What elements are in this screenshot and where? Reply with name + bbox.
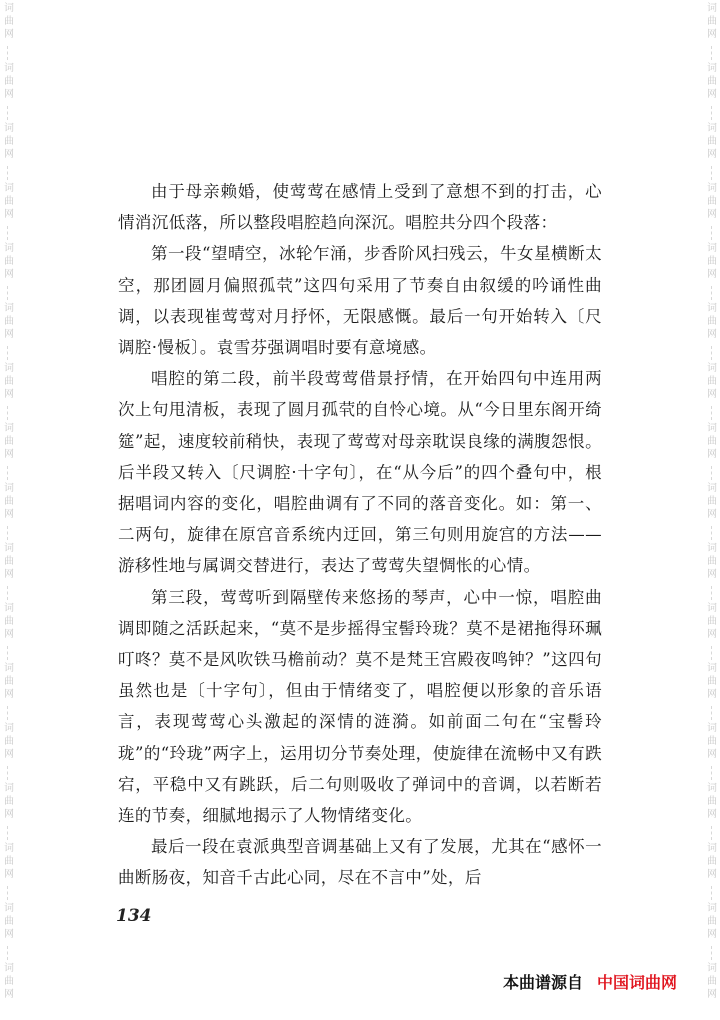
margin-divider xyxy=(711,106,713,120)
watermark-text: 词 曲 网 xyxy=(4,963,14,1000)
margin-divider xyxy=(711,346,713,360)
watermark-text: 词 曲 网 xyxy=(707,423,717,460)
left-margin-watermarks xyxy=(0,0,16,1020)
paragraph-5: 最后一段在袁派典型音调基础上又有了发展，尤其在“感怀一曲断肠夜，知音千古此心同，尽在不言中”处，后 xyxy=(118,837,602,888)
paragraph-1: 由于母亲赖婚，使莺莺在感情上受到了意想不到的打击，心情消沉低落，所以整段唱腔趋向深沉。唱腔共分四个段落： xyxy=(118,182,602,233)
watermark-text: 词 曲 网 xyxy=(4,543,14,580)
watermark-text: 词 曲 网 xyxy=(707,663,717,700)
watermark-text: 词 曲 网 xyxy=(707,3,717,40)
right-margin-watermarks xyxy=(704,0,720,1020)
margin-divider xyxy=(7,46,9,60)
margin-divider xyxy=(7,646,9,660)
margin-divider xyxy=(7,706,9,720)
watermark-text: 词 曲 网 xyxy=(707,63,717,100)
watermark-text: 词 曲 网 xyxy=(4,3,14,40)
source-credit-label: 本曲谱源自 xyxy=(503,973,584,992)
margin-divider xyxy=(711,526,713,540)
watermark-text: 词 曲 网 xyxy=(4,483,14,520)
margin-divider xyxy=(711,646,713,660)
watermark-text: 词 曲 网 xyxy=(707,243,717,280)
watermark-text: 词 曲 网 xyxy=(707,303,717,340)
watermark-text: 词 曲 网 xyxy=(707,543,717,580)
watermark-text: 词 曲 网 xyxy=(707,363,717,400)
margin-divider xyxy=(7,226,9,240)
watermark-text: 词 曲 网 xyxy=(4,723,14,760)
watermark-text: 词 曲 网 xyxy=(4,303,14,340)
source-site-name: 中国词曲网 xyxy=(597,973,678,992)
watermark-text: 词 曲 网 xyxy=(707,183,717,220)
article-body xyxy=(118,176,602,894)
watermark-text: 词 曲 网 xyxy=(707,903,717,940)
margin-divider xyxy=(711,466,713,480)
margin-divider xyxy=(711,286,713,300)
margin-divider xyxy=(7,406,9,420)
watermark-text: 词 曲 网 xyxy=(707,963,717,1000)
watermark-text: 词 曲 网 xyxy=(707,123,717,160)
margin-divider xyxy=(7,106,9,120)
margin-divider xyxy=(7,946,9,960)
margin-divider xyxy=(7,286,9,300)
watermark-text: 词 曲 网 xyxy=(4,903,14,940)
watermark-text: 词 曲 网 xyxy=(4,663,14,700)
margin-divider xyxy=(711,706,713,720)
page-number: 134 xyxy=(116,906,152,926)
margin-divider xyxy=(711,226,713,240)
watermark-text: 词 曲 网 xyxy=(4,783,14,820)
margin-divider xyxy=(7,826,9,840)
margin-divider xyxy=(7,586,9,600)
watermark-text: 词 曲 网 xyxy=(707,483,717,520)
margin-divider xyxy=(711,826,713,840)
margin-divider xyxy=(7,766,9,780)
paragraph-3: 唱腔的第二段，前半段莺莺借景抒情，在开始四句中连用两次上句甩清板，表现了圆月孤茕的自怜心境。从“今日里东阁开绮筵”起，速度较前稍快，表现了莺莺对母亲耽误良缘的满腹怨恨。后半段又转入〔尺调腔·十字句〕，在“从今后”的四个叠句中，根据唱词内容的变化，唱腔曲调有了不同的落音变化。如：第一、二两句，旋律在原宫音系统内迂回，第三句则用旋宫的方法——游移性地与属调交替进行，表达了莺莺失望惆怅的心情。 xyxy=(118,369,602,576)
margin-divider xyxy=(7,886,9,900)
watermark-text: 词 曲 网 xyxy=(707,723,717,760)
watermark-text: 词 曲 网 xyxy=(707,783,717,820)
margin-divider xyxy=(711,166,713,180)
watermark-text: 词 曲 网 xyxy=(4,63,14,100)
margin-divider xyxy=(711,586,713,600)
watermark-text: 词 曲 网 xyxy=(707,603,717,640)
margin-divider xyxy=(711,766,713,780)
margin-divider xyxy=(711,886,713,900)
watermark-text: 词 曲 网 xyxy=(4,843,14,880)
margin-divider xyxy=(711,46,713,60)
margin-divider xyxy=(7,466,9,480)
watermark-text: 词 曲 网 xyxy=(4,363,14,400)
watermark-text: 词 曲 网 xyxy=(4,243,14,280)
margin-divider xyxy=(7,526,9,540)
watermark-text: 词 曲 网 xyxy=(707,843,717,880)
paragraph-2: 第一段“望晴空，冰轮乍涌，步香阶风扫残云，牛女星横断太空，那团圆月偏照孤茕”这四句采用了节奏自由叙缓的吟诵性曲调，以表现崔莺莺对月抒怀，无限感慨。最后一句开始转入〔尺调腔·慢板〕。袁雪芬强调唱时要有意境感。 xyxy=(118,244,602,358)
watermark-text: 词 曲 网 xyxy=(4,123,14,160)
margin-divider xyxy=(7,166,9,180)
watermark-text: 词 曲 网 xyxy=(4,423,14,460)
source-credit xyxy=(503,970,677,993)
watermark-text: 词 曲 网 xyxy=(4,183,14,220)
paragraph-4: 第三段，莺莺听到隔壁传来悠扬的琴声，心中一惊，唱腔曲调即随之活跃起来，“莫不是步摇得宝髻玲珑？莫不是裙拖得环珮叮咚？莫不是风吹铁马檐前动？莫不是梵王宫殿夜鸣钟？”这四句虽然也是〔十字句〕，但由于情绪变了，唱腔便以形象的音乐语言，表现莺莺心头激起的深情的涟漪。如前面二句在“宝髻玲珑”的“玲珑”两字上，运用切分节奏处理，使旋律在流畅中又有跌宕，平稳中又有跳跃，后二句则吸收了弹词中的音调，以若断若连的节奏，细腻地揭示了人物情绪变化。 xyxy=(118,587,602,826)
watermark-text: 词 曲 网 xyxy=(4,603,14,640)
margin-divider xyxy=(7,346,9,360)
margin-divider xyxy=(711,946,713,960)
margin-divider xyxy=(711,406,713,420)
